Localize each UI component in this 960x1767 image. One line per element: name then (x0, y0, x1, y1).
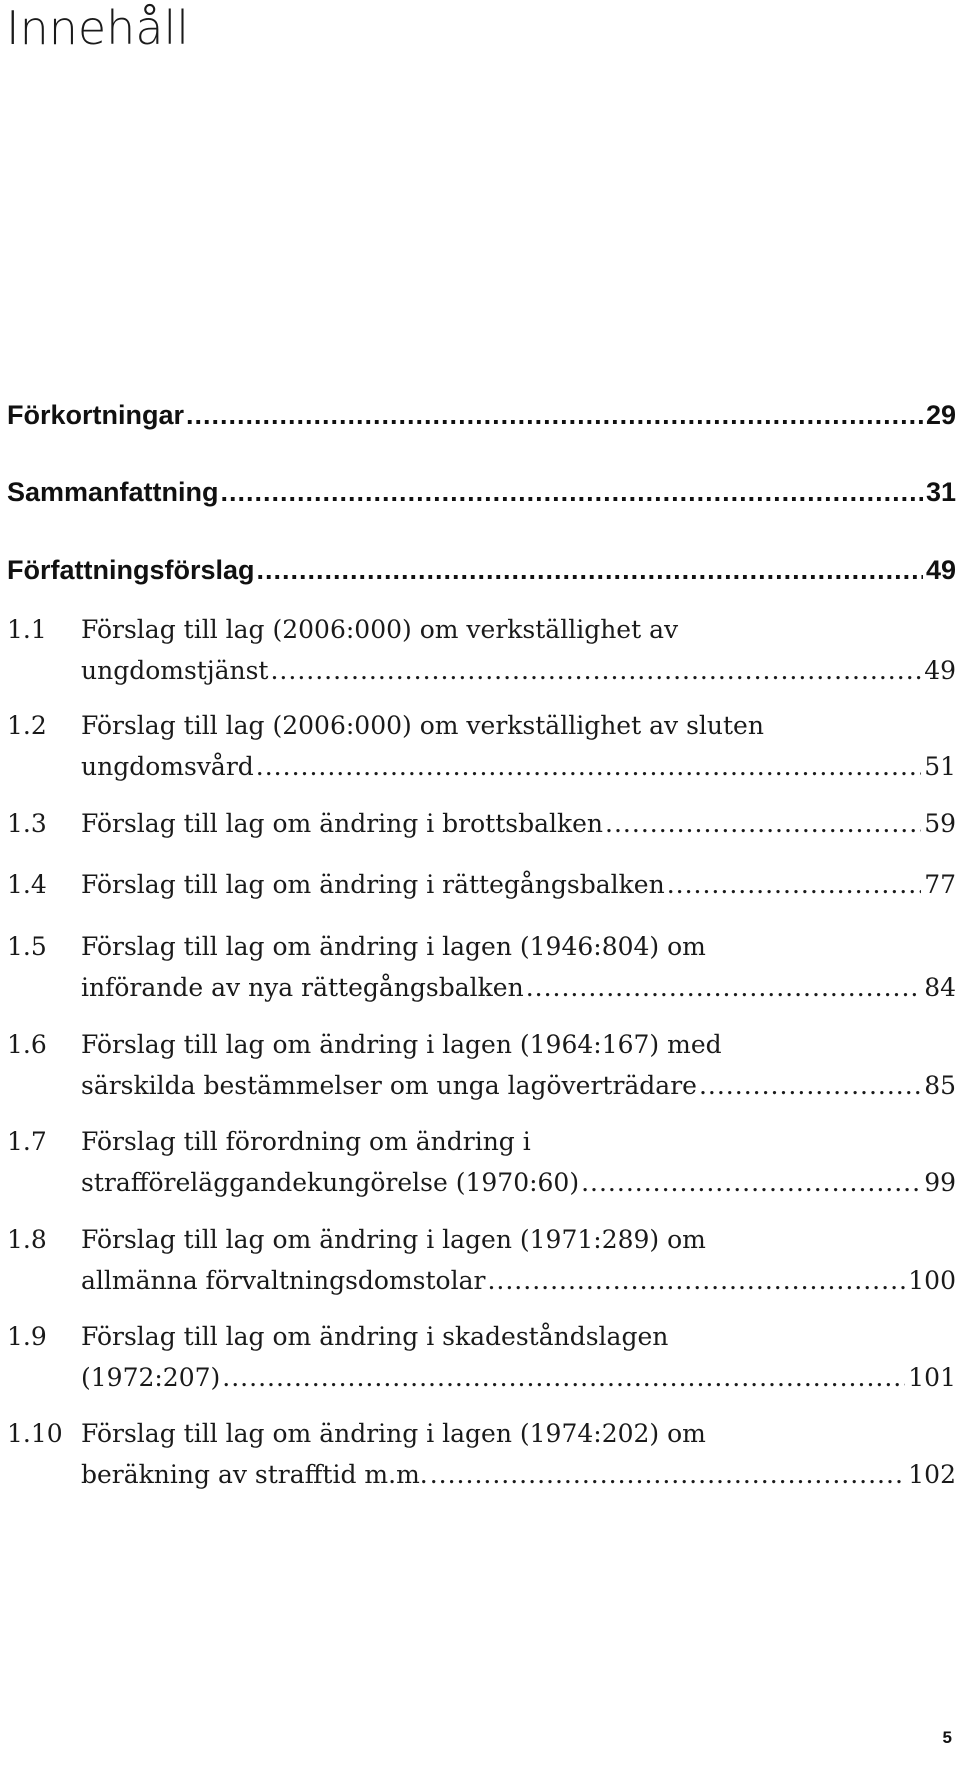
toc-entry-title: Sammanfattning (7, 477, 219, 507)
dot-leader (581, 1168, 921, 1197)
toc-subentry-title-cont: ungdomsvård (81, 752, 254, 781)
dot-leader (270, 656, 921, 685)
dot-leader (222, 1363, 905, 1392)
toc-subentry-continuation[interactable] (7, 1266, 956, 1295)
toc-subentry-heading[interactable] (7, 1030, 956, 1059)
toc-subentry-continuation[interactable] (7, 1168, 956, 1197)
toc-subentry-title-cont: införande av nya rättegångsbalken (81, 973, 524, 1002)
toc-subentry-title-cont: strafföreläggandekungörelse (1970:60) (81, 1168, 580, 1197)
toc-subentry-title: Förslag till lag om ändring i skadeståndslagen (81, 1322, 669, 1351)
toc-subentry-title: Förslag till förordning om ändring i (81, 1127, 531, 1156)
toc-subentry-title: Förslag till lag om ändring i lagen (1964:167) med (81, 1030, 722, 1059)
toc-subentry[interactable] (7, 870, 956, 899)
footer-page-number: 5 (942, 1728, 952, 1747)
toc-entry[interactable] (7, 400, 956, 431)
toc-subentry-title-cont: (1972:207) (81, 1363, 221, 1392)
toc-subentry-continuation[interactable] (7, 973, 956, 1002)
toc-subentry-heading[interactable] (7, 1225, 956, 1254)
dot-leader (605, 809, 921, 838)
toc-subentry-heading[interactable] (7, 1322, 956, 1351)
toc-subentry-page: 100 (908, 1266, 956, 1295)
toc-subentry-page: 77 (924, 870, 956, 899)
toc-subentry-title-cont: beräkning av strafftid m.m. (81, 1460, 428, 1489)
toc-subentry-title: Förslag till lag om ändring i lagen (1971:289) om (81, 1225, 706, 1254)
toc-subentry-heading[interactable] (7, 1419, 956, 1448)
toc-subentry-title: Förslag till lag (2006:000) om verkställighet av sluten (81, 711, 764, 740)
toc-subentry-title: Förslag till lag (2006:000) om verkställighet av (81, 615, 679, 644)
toc-subentry-title-cont: särskilda bestämmelser om unga lagöverträdare (81, 1071, 697, 1100)
table-of-contents (7, 0, 956, 1767)
toc-subentry-number: 1.10 (7, 1419, 63, 1448)
toc-subentry-page: 99 (924, 1168, 956, 1197)
toc-entry-page: 31 (925, 477, 956, 507)
toc-entry-title: Författningsförslag (7, 555, 255, 585)
toc-subentry-number: 1.3 (7, 809, 47, 838)
toc-subentry-continuation[interactable] (7, 1071, 956, 1100)
dot-leader (257, 555, 923, 586)
dot-leader (430, 1460, 906, 1489)
dot-leader (256, 752, 921, 781)
toc-subentry-number: 1.6 (7, 1030, 47, 1059)
toc-subentry-title: Förslag till lag om ändring i brottsbalken (81, 809, 604, 838)
toc-subentry-number: 1.2 (7, 711, 47, 740)
toc-subentry-page: 49 (924, 656, 956, 685)
toc-subentry-continuation[interactable] (7, 1460, 956, 1489)
toc-subentry-title-cont: allmänna förvaltningsdomstolar (81, 1266, 486, 1295)
toc-subentry-title-cont: ungdomstjänst (81, 656, 269, 685)
toc-subentry-continuation[interactable] (7, 752, 956, 781)
toc-subentry[interactable] (7, 809, 956, 838)
toc-subentry-title: Förslag till lag om ändring i lagen (1946:804) om (81, 932, 706, 961)
toc-subentry-page: 85 (924, 1071, 956, 1100)
dot-leader (186, 400, 923, 431)
toc-subentry-number: 1.4 (7, 870, 47, 899)
toc-subentry-page: 102 (908, 1460, 956, 1489)
toc-subentry-number: 1.1 (7, 615, 47, 644)
toc-subentry-page: 51 (924, 752, 956, 781)
toc-subentry-continuation[interactable] (7, 656, 956, 685)
toc-subentry-number: 1.7 (7, 1127, 47, 1156)
toc-subentry-heading[interactable] (7, 711, 956, 740)
toc-subentry-heading[interactable] (7, 615, 956, 644)
toc-entry-page: 49 (925, 555, 956, 585)
toc-entry[interactable] (7, 555, 956, 586)
dot-leader (221, 477, 923, 508)
toc-subentry-title: Förslag till lag om ändring i rättegångsbalken (81, 870, 665, 899)
dot-leader (667, 870, 922, 899)
toc-subentry-title: Förslag till lag om ändring i lagen (1974:202) om (81, 1419, 706, 1448)
toc-entry[interactable] (7, 477, 956, 508)
dot-leader (487, 1266, 905, 1295)
toc-subentry-heading[interactable] (7, 932, 956, 961)
dot-leader (526, 973, 921, 1002)
toc-subentry-page: 101 (908, 1363, 956, 1392)
dot-leader (699, 1071, 921, 1100)
toc-subentry-heading[interactable] (7, 1127, 956, 1156)
page-title: Innehåll (6, 1, 190, 55)
toc-subentry-continuation[interactable] (7, 1363, 956, 1392)
toc-subentry-number: 1.5 (7, 932, 47, 961)
toc-subentry-number: 1.8 (7, 1225, 47, 1254)
toc-subentry-page: 84 (924, 973, 956, 1002)
toc-entry-page: 29 (925, 400, 956, 430)
toc-subentry-page: 59 (924, 809, 956, 838)
toc-subentry-number: 1.9 (7, 1322, 47, 1351)
toc-entry-title: Förkortningar (7, 400, 185, 430)
